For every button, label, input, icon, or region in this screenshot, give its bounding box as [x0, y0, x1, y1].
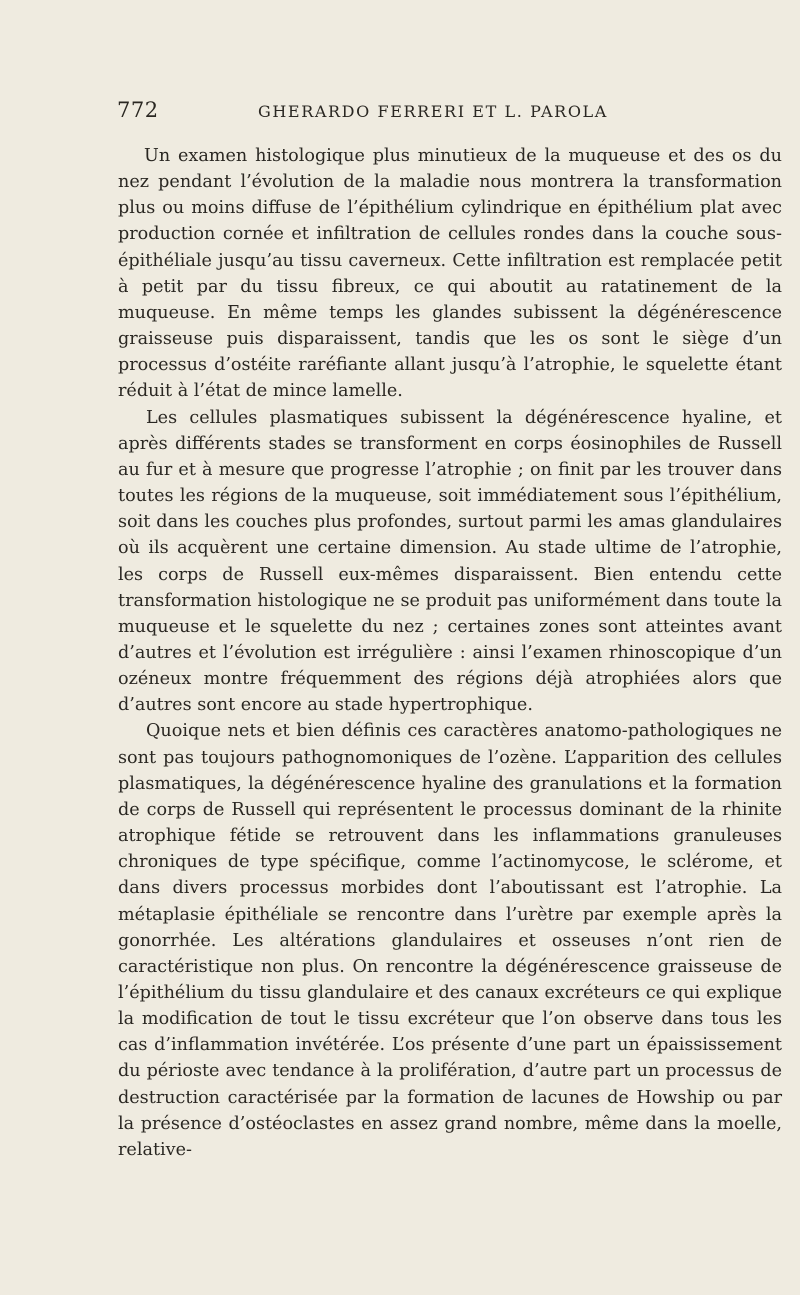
page-number: 772	[117, 98, 159, 122]
paragraph: Quoique nets et bien définis ces caractères anatomo-pathologiques ne sont pas toujours pathognomoniques de l’ozène. L’apparition des cellules plasmatiques, la dégénérescence hyaline des granulations et la formation de corps de Russell qui représentent le processus dominant de la rhinite atrophique fétide se retrouvent dans les inflammations granuleuses chroniques de type spécifique, comme l’actinomycose, le sclérome, et dans divers processus morbides dont l’aboutissant est l’atrophie. La métaplasie épithéliale se rencontre dans l’urètre par exemple après la gonorrhée. Les altérations glandulaires et osseuses n’ont rien de caractéristique non plus. On rencontre la dégénérescence graisseuse de l’épithélium du tissu glandulaire et des canaux excréteurs ce qui explique la modification de tout le tissu excréteur que l’on observe dans tous les cas d’inflammation invétérée. L’os présente d’une part un épaississement du périoste avec tendance à la prolifération, d’autre part un processus de destruction caractérisée par la formation de lacunes de Howship ou par la présence d’ostéoclastes en assez grand nombre, même dans la moelle, relative-	[118, 721, 782, 1160]
running-head: GHERARDO FERRERI ET L. PAROLA	[258, 102, 608, 121]
paragraph: Les cellules plasmatiques subissent la dégénérescence hyaline, et après différents stades se transforment en corps éosinophiles de Russell au fur et à mesure que progresse l’atrophie ; on finit par les trouver dans toutes les régions de la muqueuse, soit immédiatement sous l’épithélium, soit dans les couches plus profondes, surtout parmi les amas glandulaires où ils acquèrent une certaine dimension. Au stade ultime de l’atrophie, les corps de Russell eux-mêmes disparaissent. Bien entendu cette transformation histologique ne se produit pas uniformément dans toute la muqueuse et le squelette du nez ; certaines zones sont atteintes avant d’autres et l’évolution est irrégulière : ainsi l’examen rhinoscopique d’un ozéneux montre fréquemment des régions déjà atrophiées alors que d’autres sont encore au stade hypertrophique.	[118, 407, 782, 716]
body-text	[118, 143, 782, 1163]
page-header	[117, 98, 767, 122]
paragraph: Un examen histologique plus minutieux de la muqueuse et des os du nez pendant l’évolution de la maladie nous montrera la transformation plus ou moins diffuse de l’épithélium cylindrique en épithélium plat avec production cornée et infiltration de cellules rondes dans la couche sous-épithéliale jusqu’au tissu caverneux. Cette infiltration est remplacée petit à petit par du tissu fibreux, ce qui aboutit au ratatinement de la muqueuse. En même temps les glandes subissent la dégénérescence graisseuse puis disparaissent, tandis que les os sont le siège d’un processus d’ostéite raréfiante allant jusqu’à l’atrophie, le squelette étant réduit à l’état de mince lamelle.	[118, 146, 782, 402]
